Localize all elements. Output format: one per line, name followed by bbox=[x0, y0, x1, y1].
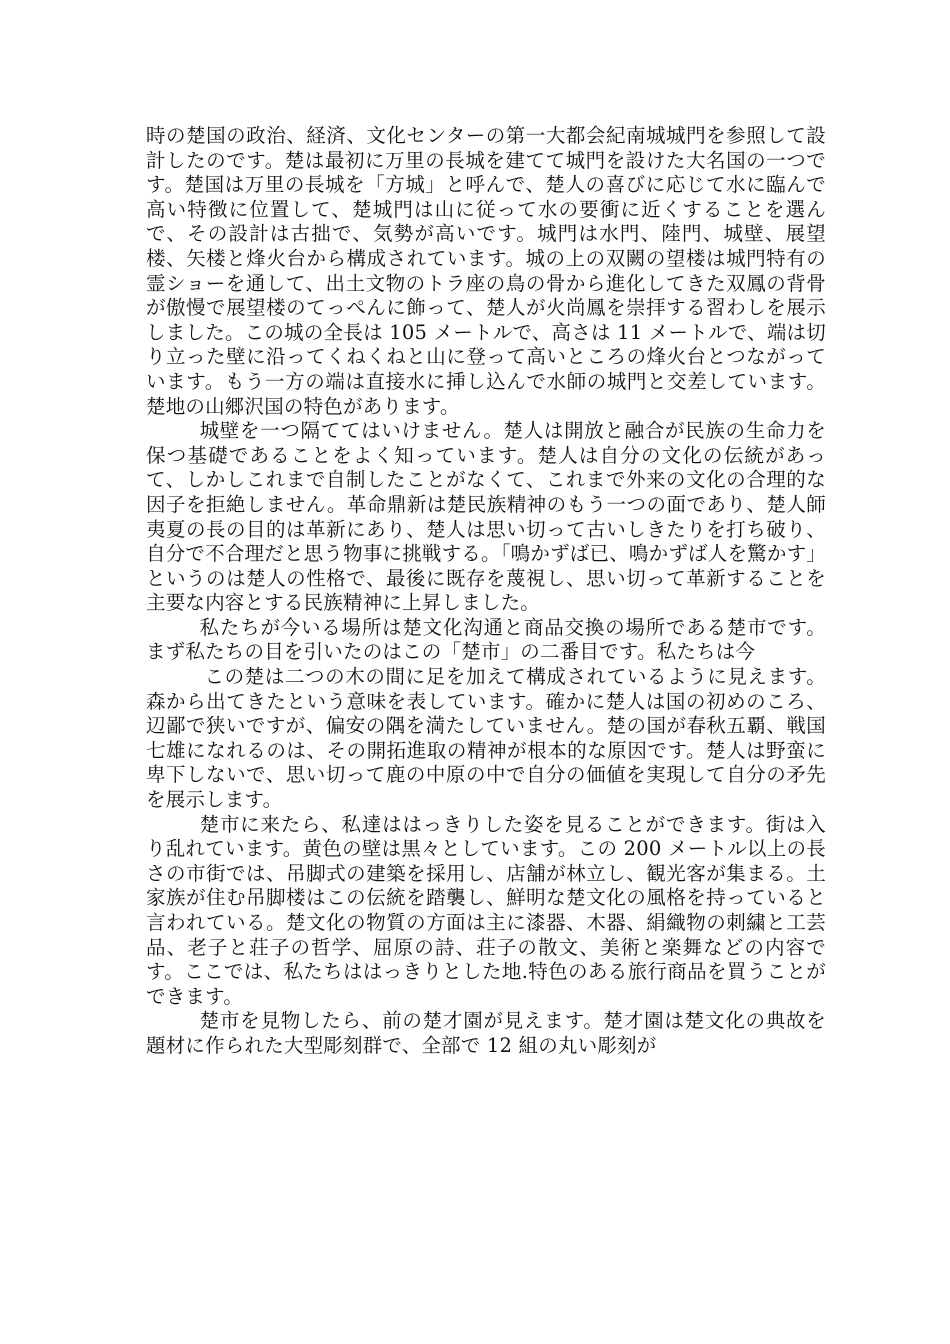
paragraph-chu-market-intro: 私たちが今いる場所は楚文化沟通と商品交換の場所である楚市です。まず私たちの目を引いたのはこの「楚市」の二番目です。私たちは今 bbox=[146, 615, 826, 664]
paragraph-castle-gate: 時の楚国の政治、経済、文化センターの第一大都会紀南城城門を参照して設計したのです。楚は最初に万里の長城を建てて城門を設けた大名国の一つです。楚国は万里の長城を「方城」と呼んで、楚人の喜びに応じて水に臨んで高い特徴に位置して、楚城門は山に従って水の要衝に近くすることを選んで、その設計は古拙で、気勢が高いです。城門は水門、陸門、城壁、展望楼、矢楼と烽火台から構成されています。城の上の双闕の望楼は城門特有の霊ショーを通して、出土文物のトラ座の鳥の骨から進化してきた双鳳の背骨が傲慢で展望楼のてっぺんに飾って、楚人が火尚鳳を崇拝する習わしを展示しました。この城の全長は 105 メートルで、高さは 11 メートルで、端は切り立った壁に沿ってくねくねと山に登って高いところの烽火台とつながっています。もう一方の端は直接水に挿し込んで水師の城門と交差しています。楚地の山郷沢国の特色があります。 bbox=[146, 124, 826, 418]
body-text bbox=[146, 124, 826, 1059]
paragraph-chu-market-street: 楚市に来たら、私達ははっきりした姿を見ることができます。街は入り乱れています。黄色の壁は黒々としています。この 200 メートル以上の長さの市街では、吊脚式の建築を採用し、店舗が林立し、観光客が集まる。土家族が住む吊脚楼はこの伝統を踏襲し、鮮明な楚文化の風格を持っていると言われている。楚文化の物質の方面は主に漆器、木器、絹織物の刺繍と工芸品、老子と荘子の哲学、屈原の詩、荘子の散文、美術と楽舞などの内容です。ここでは、私たちははっきりとした地.特色のある旅行商品を買うことができます。 bbox=[146, 812, 826, 1008]
paragraph-chu-character: この楚は二つの木の間に足を加えて構成されているように見えます。森から出てきたという意味を表しています。確かに楚人は国の初めのころ、辺鄙で狭いですが、偏安の隅を満たしていません。楚の国が春秋五覇、戦国七雄になれるのは、その開拓進取の精神が根本的な原因です。楚人は野蛮に卑下しないで、思い切って鹿の中原の中で自分の価値を実現して自分の矛先を展示します。 bbox=[146, 665, 826, 812]
paragraph-chu-talent-garden: 楚市を見物したら、前の楚才園が見えます。楚才園は楚文化の典故を題材に作られた大型彫刻群で、全部で 12 組の丸い彫刻が bbox=[146, 1009, 826, 1057]
paragraph-city-wall: 城壁を一つ隔ててはいけません。楚人は開放と融合が民族の生命力を保つ基礎であることをよく知っています。楚人は自分の文化の伝統があって、しかしこれまで自制したことがなくて、これまで外来の文化の合理的な因子を拒絶しません。革命鼎新は楚民族精神のもう一つの面であり、楚人師夷夏の長の目的は革新にあり、楚人は思い切って古いしきたりを打ち破り、自分で不合理だと思う物事に挑戦する。「鳴かずば已、鳴かずば人を驚かす」というのは楚人の性格で、最後に既存を蔑視し、思い切って革新することを主要な内容とする民族精神に上昇しました。 bbox=[146, 419, 826, 615]
